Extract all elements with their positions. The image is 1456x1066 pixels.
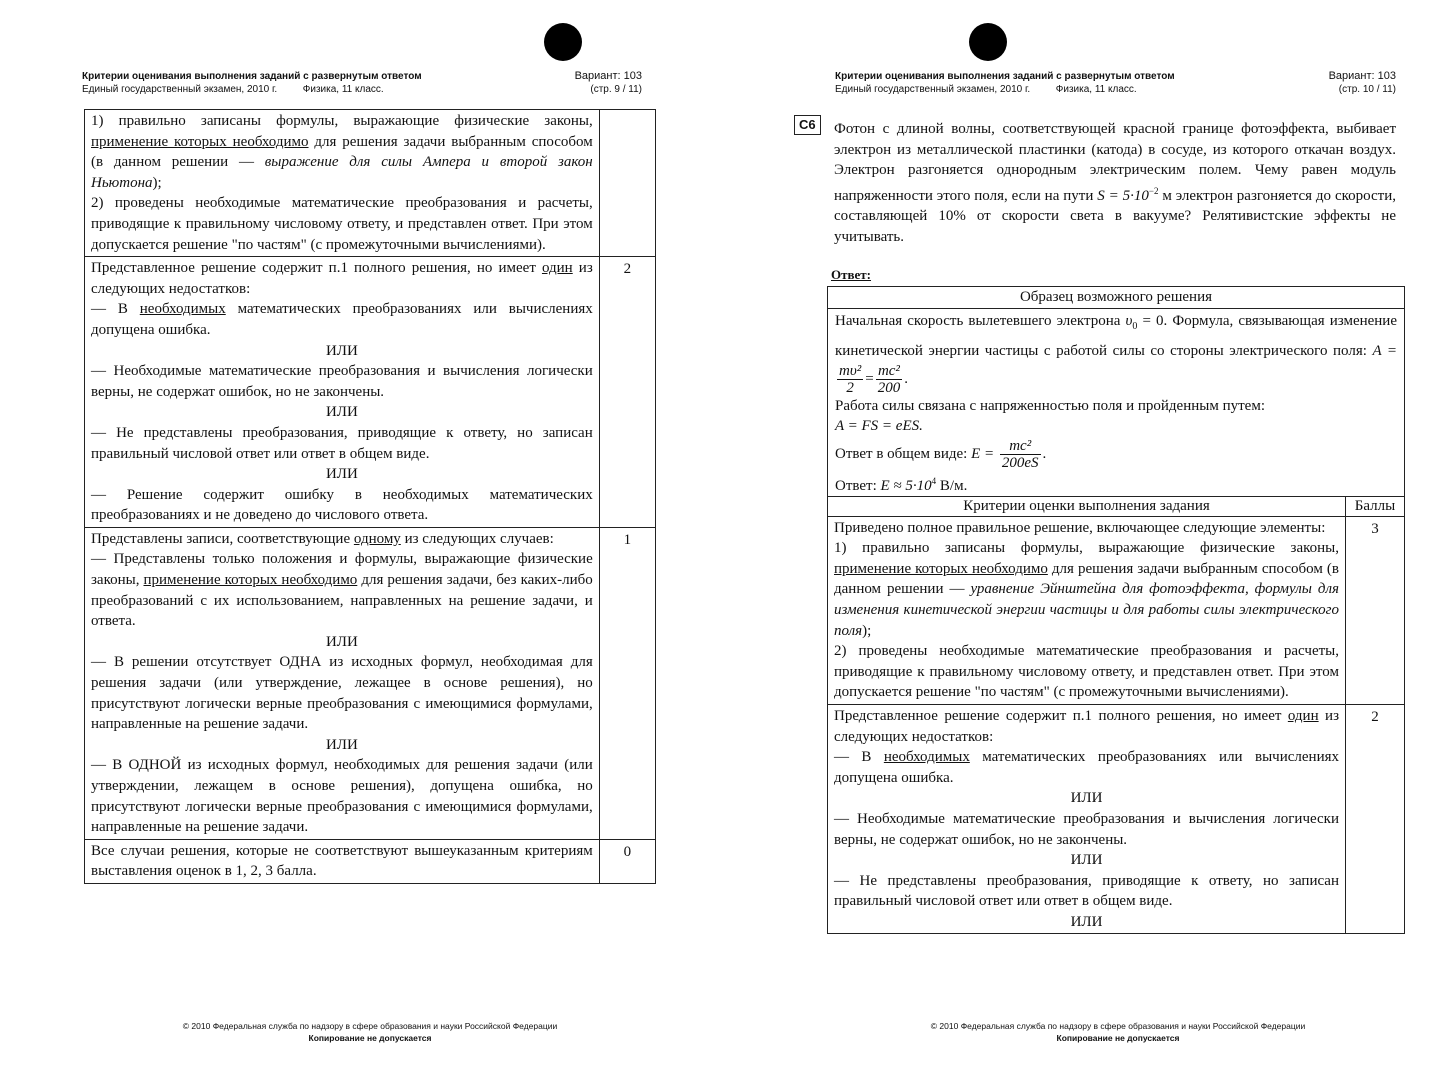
- criteria-text: 2) проведены необходимые математические преобразования и расчеты, приводящие к правильному числовому ответу, и представлен ответ. При этом допускается решение "по частям" (с промежуточными вычислениями).: [91, 195, 593, 253]
- fraction-numerator: mc²: [876, 363, 903, 380]
- or-separator: ИЛИ: [325, 736, 358, 753]
- criteria-text: — В решении отсутствует ОДНА из исходных формул, необходимая для решения задачи (или утверждение, лежащее в основе решения), но присутствуют логически верные преобразования с имеющимися формулами, направленные на решение задачи.: [91, 654, 593, 733]
- variant-label: Вариант: 103: [1328, 70, 1396, 82]
- criteria-text: 1) правильно записаны формулы, выражающие физические законы,: [91, 113, 593, 129]
- fraction: [876, 363, 903, 396]
- page-header: [82, 70, 522, 96]
- criteria-cell: [85, 527, 600, 839]
- criteria-text: — Решение содержит ошибку в необходимых математических преобразованиях и не доведено до числового ответа.: [91, 486, 593, 524]
- header-title: Критерии оценивания выполнения заданий с развернутым ответом: [82, 71, 422, 82]
- criteria-underlined: одному: [353, 530, 401, 547]
- criteria-text: из следующих недостатков:: [834, 707, 1340, 745]
- criteria-text: для решения задачи, без каких-либо преобразований с их использованием, направленных на решение задачи, и ответа.: [91, 572, 593, 630]
- criteria-text: — Не представлены преобразования, приводящие к ответу, но записан правильный числовой ответ или ответ в общем виде.: [91, 424, 593, 462]
- page-header: [835, 70, 1285, 96]
- score-cell: [599, 110, 655, 257]
- task-formula-exponent: −2: [1148, 185, 1159, 196]
- criteria-text: математических преобразованиях или вычислениях допущена ошибка.: [91, 301, 593, 338]
- criteria-table: [84, 109, 656, 884]
- solution-formula: A =: [1372, 342, 1397, 359]
- criteria-text: из следующих случаев:: [400, 530, 554, 547]
- page-variant: [542, 70, 642, 96]
- criteria-text: из следующих недостатков:: [91, 260, 593, 297]
- or-separator: ИЛИ: [325, 633, 358, 650]
- criteria-text: 1) правильно записаны формулы, выражающие физические законы,: [834, 540, 1339, 557]
- criteria-underlined: применение которых необходимо: [834, 560, 1048, 577]
- criteria-cell: [828, 704, 1346, 934]
- table-row: [85, 110, 656, 257]
- criteria-text: Представлены записи, соответствующие: [91, 530, 354, 547]
- criteria-text: — В: [834, 749, 884, 766]
- solution-text: Ответ в общем виде:: [835, 445, 972, 462]
- criteria-text: — В ОДНОЙ из исходных формул, необходимых для решения задачи (или утверждении, лежащем в основе решения), допущена ошибка, но присутствуют логически верные преобразования с имеющимися формулами, направленные на решение задачи.: [91, 757, 593, 836]
- score-header: Баллы: [1346, 496, 1405, 516]
- table-row: [85, 839, 656, 883]
- footer-notice: Копирование не допускается: [1056, 1033, 1180, 1043]
- criteria-text: Приведено полное правильное решение, включающее следующие элементы:: [834, 519, 1326, 536]
- page-variant: [1290, 70, 1396, 96]
- criteria-text: для решения задачи выбранным способом (в данном решении —: [91, 133, 593, 171]
- criteria-text: );: [152, 174, 162, 191]
- criteria-text: );: [862, 622, 872, 639]
- page-footer: [130, 1020, 610, 1044]
- criteria-text: математических преобразованиях или вычислениях допущена ошибка.: [834, 749, 1339, 786]
- solution-text: Формула, связывающая изменение кинетической энергии частицы с работой силы со стороны электрического поля:: [835, 312, 1397, 359]
- criteria-text: — Необходимые математические преобразования и вычисления логически верны, не содержат ошибок, но не закончены.: [834, 810, 1339, 848]
- score-cell: 0: [599, 839, 655, 883]
- solution-header: Образец возможного решения: [828, 287, 1405, 309]
- criteria-text: для решения задачи выбранным способом (в данном решении —: [834, 560, 1340, 598]
- fraction: [837, 363, 863, 396]
- header-exam: Единый государственный экзамен, 2010 г.: [835, 84, 1031, 95]
- table-row: [828, 496, 1405, 516]
- header-exam: Единый государственный экзамен, 2010 г.: [82, 84, 278, 95]
- criteria-text: — Представлены только положения и формулы, выражающие физические законы,: [91, 551, 593, 589]
- fraction-denominator: 200: [877, 379, 901, 396]
- criteria-underlined: один: [1287, 707, 1319, 724]
- binder-hole-icon: [969, 23, 1007, 61]
- page-10: [728, 0, 1456, 1066]
- criteria-underlined: применение которых необходимо: [143, 572, 358, 589]
- or-separator: ИЛИ: [325, 466, 358, 483]
- criteria-text: — Необходимые математические преобразования и вычисления логически верны, не содержат ошибок, но не закончены.: [91, 363, 593, 400]
- solution-formula: = 0.: [1137, 312, 1168, 329]
- footer-copyright: © 2010 Федеральная служба по надзору в сфере образования и науки Российской Федерации: [182, 1021, 558, 1031]
- solution-formula: υ: [1125, 312, 1133, 329]
- table-row: [828, 516, 1405, 704]
- score-cell: 2: [599, 257, 655, 528]
- table-row: [828, 308, 1405, 496]
- table-row: [85, 257, 656, 528]
- task-id-badge: С6: [794, 115, 821, 135]
- criteria-text: Представленное решение содержит п.1 полного решения, но имеет: [91, 260, 542, 277]
- solution-text: Ответ:: [835, 477, 881, 494]
- criteria-text: 2) проведены необходимые математические преобразования и расчеты, приводящие к правильному числовому ответу, и представлен ответ. При этом допускается решение "по частям" (с промежуточными вычислениями).: [834, 643, 1339, 701]
- criteria-underlined: применение которых необходимо: [91, 133, 309, 150]
- or-separator: ИЛИ: [1070, 852, 1103, 869]
- score-cell: 2: [1346, 704, 1405, 934]
- criteria-header: Критерии оценки выполнения задания: [828, 496, 1346, 516]
- task-statement: [834, 119, 1396, 248]
- fraction-numerator: mc²: [1000, 438, 1041, 455]
- criteria-italic: выражение для силы Ампера и второй закон Ньютона: [91, 154, 593, 191]
- criteria-text: — Не представлены преобразования, приводящие к ответу, но записан правильный числовой ответ или ответ в общем виде.: [834, 872, 1339, 910]
- or-separator: ИЛИ: [325, 342, 358, 359]
- table-row: [828, 704, 1405, 934]
- solution-text: В/м.: [936, 477, 968, 494]
- page-number: (стр. 9 / 11): [590, 84, 642, 95]
- table-row: [85, 527, 656, 839]
- fraction-numerator: mυ²: [839, 362, 862, 379]
- solution-formula: E ≈ 5·10: [880, 477, 932, 494]
- criteria-cell: [85, 257, 600, 528]
- criteria-text: Представленное решение содержит п.1 полного решения, но имеет: [834, 707, 1288, 724]
- header-subject: Физика, 11 класс.: [1055, 84, 1137, 95]
- footer-notice: Копирование не допускается: [308, 1033, 432, 1043]
- criteria-cell: [828, 516, 1346, 704]
- header-subject: Физика, 11 класс.: [302, 84, 384, 95]
- criteria-underlined: необходимых: [139, 301, 226, 318]
- binder-hole-icon: [544, 23, 582, 61]
- criteria-underlined: один: [541, 260, 573, 277]
- task-text: Фотон с длиной волны, соответствующей красной границе фотоэффекта, выбивает электрон из металлической пластинки (катода) в сосуде, из которого откачан воздух. Электрон разгоняется однородным электрическим полем. Чему равен модуль напряженности этого поля, если на пути: [834, 121, 1396, 204]
- table-row: [828, 287, 1405, 309]
- variant-label: Вариант: 103: [574, 70, 642, 82]
- criteria-cell: Все случаи решения, которые не соответствуют вышеуказанным критериям выставления оценок в 1, 2, 3 балла.: [85, 839, 600, 883]
- page-number: (стр. 10 / 11): [1338, 84, 1396, 95]
- solution-text: Начальная скорость вылетевшего электрона: [835, 312, 1126, 329]
- solution-formula: E =: [971, 445, 995, 462]
- fraction: [1000, 438, 1041, 471]
- or-separator: ИЛИ: [325, 404, 358, 421]
- task-text: м электрон разгоняется до скорости, составляющей 10% от скорости света в вакууме? Релятивистские эффекты не учитывать.: [834, 187, 1396, 245]
- answer-label: Ответ:: [831, 267, 872, 282]
- score-cell: 3: [1346, 516, 1405, 704]
- criteria-text: — В: [91, 301, 140, 318]
- header-title: Критерии оценивания выполнения заданий с развернутым ответом: [835, 71, 1175, 82]
- solution-formula: A = FS = eES.: [835, 417, 923, 434]
- footer-copyright: © 2010 Федеральная служба по надзору в сфере образования и науки Российской Федерации: [930, 1021, 1306, 1031]
- fraction-denominator: 2: [846, 379, 854, 396]
- criteria-cell: [85, 110, 600, 257]
- solution-text: Работа силы связана с напряженностью поля и пройденным путем:: [835, 397, 1265, 414]
- or-separator: ИЛИ: [1070, 790, 1103, 807]
- criteria-italic: уравнение Эйнштейна для фотоэффекта, формулы для изменения кинетической энергии частицы и для работы силы электрического поля: [834, 581, 1339, 639]
- solution-cell: Начальная скорость вылетевшего электрона $\upsilon_0 = 0$. Формула, связывающая изменение кинетической энергии частицы с работой силы со стороны электрического поля: A = $\frac{\text{mυ²}}{2}$ = $\frac{\text{mc²}}{200}$ . Работа силы связана с напряженностью поля и пройденным путем: A = FS = eES. Ответ в общем виде: E = $\frac{\text{mc²}}{200eS}$ . Ответ: $E \approx 5\cdot 10^4$ В/м.: [828, 308, 1405, 496]
- solution-formula-exponent: 4: [931, 475, 937, 486]
- score-cell: 1: [599, 527, 655, 839]
- criteria-underlined: необходимых: [883, 749, 970, 766]
- task-formula: S = 5·10: [1097, 187, 1149, 204]
- or-separator: ИЛИ: [1070, 913, 1103, 930]
- fraction-denominator: 200eS: [1001, 454, 1039, 471]
- solution-table: [827, 286, 1405, 934]
- page-footer: [878, 1020, 1358, 1044]
